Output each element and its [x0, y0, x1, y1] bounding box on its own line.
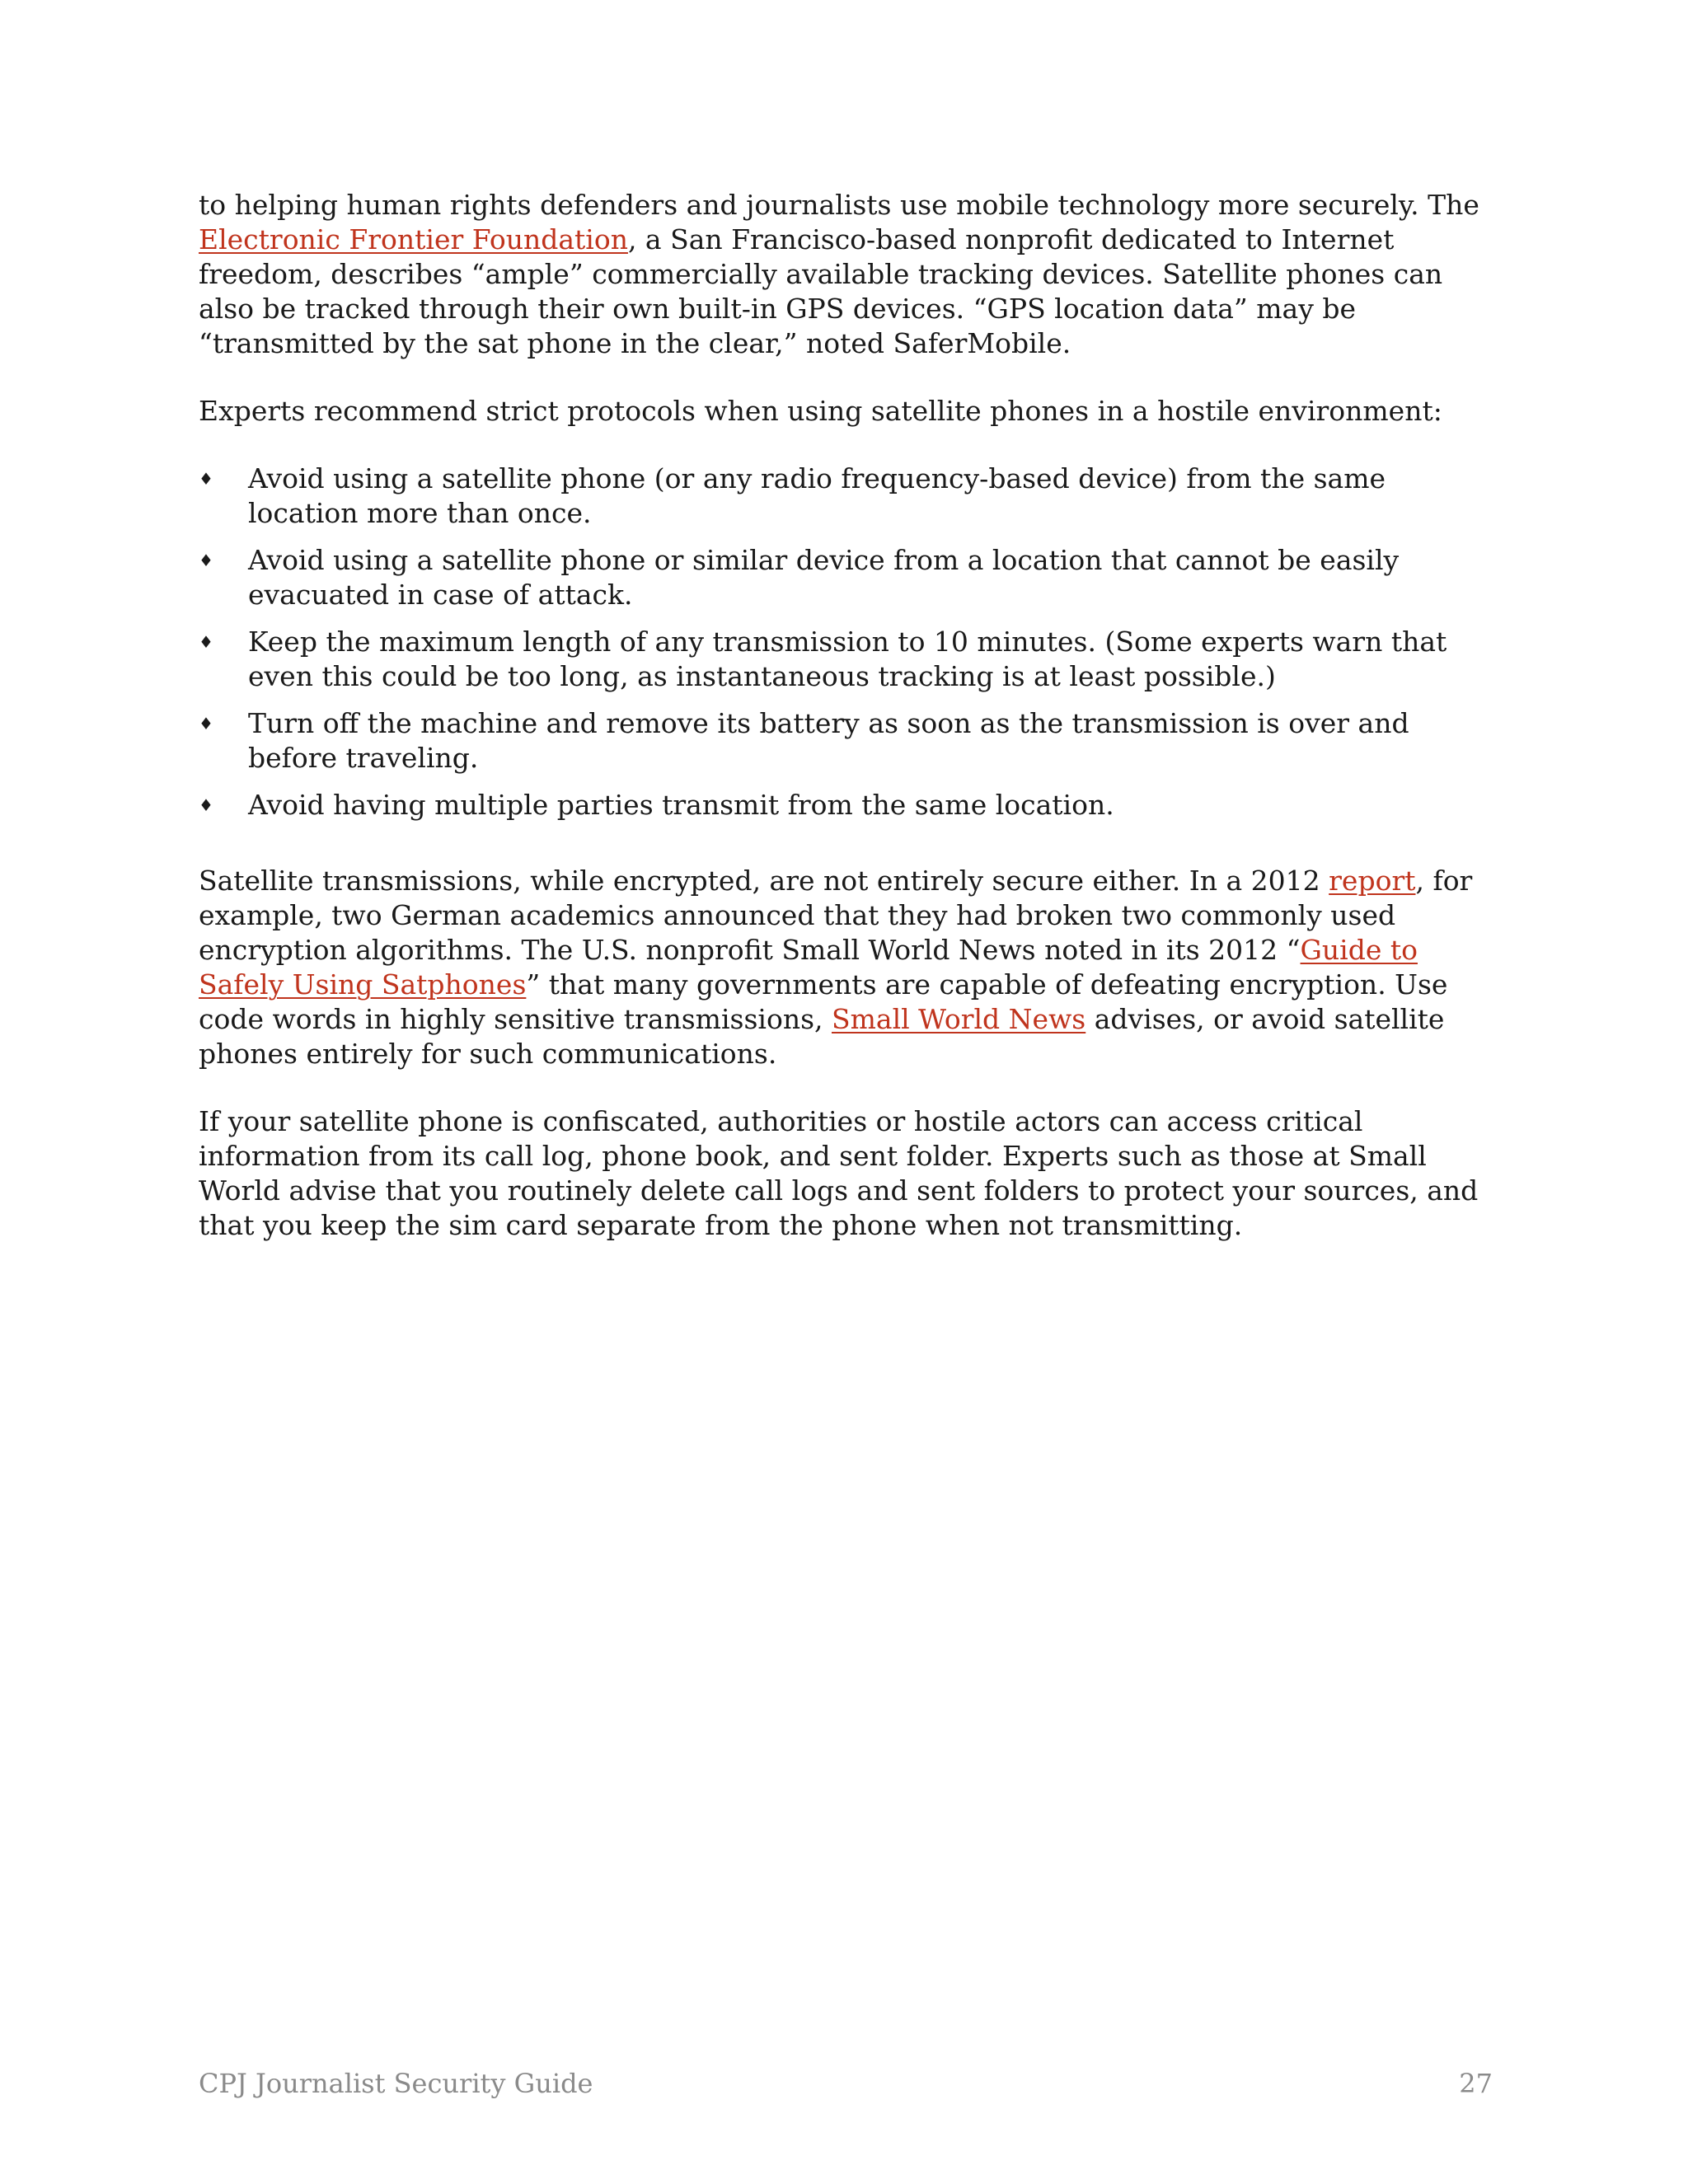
- list-item-text: Avoid having multiple parties transmit from the same location.: [248, 789, 1114, 821]
- paragraph-text: , a San Francisco-based nonprofit dedicated to Internet freedom, describes “ample” commercially available tracking devices. Satellite phones can also be tracked through their own built-in GPS devices. “GPS location data” may be “transmitted by the sat phone in the clear,” noted SaferMobile.: [199, 223, 1443, 359]
- paragraph-text: to helping human rights defenders and journalists use mobile technology more securely. The: [199, 189, 1479, 221]
- paragraph-text: advises, or avoid satellite phones entirely for such communications.: [199, 1003, 1445, 1070]
- link-electronic-frontier-foundation[interactable]: Electronic Frontier Foundation: [199, 223, 628, 255]
- link-small-world-news[interactable]: Small World News: [832, 1003, 1086, 1035]
- list-item-text: Turn off the machine and remove its battery as soon as the transmission is over and before traveling.: [248, 707, 1409, 774]
- footer-title: CPJ Journalist Security Guide: [199, 2068, 593, 2099]
- paragraph-confiscation: If your satellite phone is confiscated, authorities or hostile actors can access critical information from its call log, phone book, and sent folder. Experts such as those at Small World advise that you routinely delete call logs and sent folders to protect your sources, and that you keep the sim card separate from the phone when not transmitting.: [199, 1105, 1479, 1241]
- page-body: [199, 188, 1493, 1243]
- page-number: 27: [1459, 2068, 1493, 2099]
- paragraph-text: , for example, two German academics announced that they had broken two commonly used encryption algorithms. The U.S. nonprofit Small World News noted in its 2012 “: [199, 865, 1473, 966]
- diamond-bullet-icon: ♦: [199, 551, 213, 570]
- diamond-bullet-icon: ♦: [199, 795, 213, 815]
- diamond-bullet-icon: ♦: [199, 469, 213, 489]
- list-item: [199, 706, 1493, 776]
- diamond-bullet-icon: ♦: [199, 632, 213, 652]
- paragraph-protocols-intro: Experts recommend strict protocols when using satellite phones in a hostile environment:: [199, 395, 1442, 427]
- paragraph-text: Satellite transmissions, while encrypted, are not entirely secure either. In a 2012: [199, 865, 1329, 897]
- paragraph-encryption: [199, 864, 1493, 1071]
- paragraph-text: ” that many governments are capable of defeating encryption. Use code words in highly sensitive transmissions,: [199, 968, 1448, 1035]
- link-report[interactable]: report: [1329, 865, 1416, 897]
- list-item: [199, 543, 1493, 612]
- paragraph-eff-tracking: [199, 188, 1493, 361]
- list-item: [199, 625, 1493, 694]
- list-item: [199, 462, 1493, 531]
- protocol-bullet-list: [199, 462, 1493, 823]
- list-item-text: Avoid using a satellite phone (or any radio frequency-based device) from the same location more than once.: [248, 462, 1386, 529]
- list-item-text: Keep the maximum length of any transmission to 10 minutes. (Some experts warn that even this could be too long, as instantaneous tracking is at least possible.): [248, 626, 1447, 692]
- list-item-text: Avoid using a satellite phone or similar device from a location that cannot be easily evacuated in case of attack.: [248, 544, 1400, 611]
- diamond-bullet-icon: ♦: [199, 714, 213, 733]
- list-item: [199, 788, 1493, 823]
- link-guide-to-safely-using-satphones[interactable]: Guide to Safely Using Satphones: [199, 934, 1418, 1001]
